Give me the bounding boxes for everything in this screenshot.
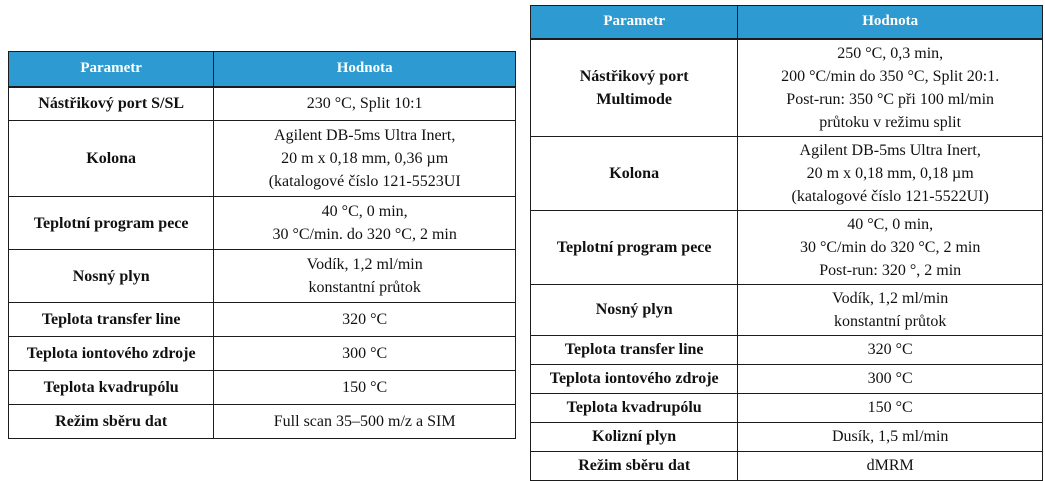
parameter-value-line: průtoku v režimu split <box>819 113 962 131</box>
parameter-value-cell <box>214 121 516 197</box>
parameter-value-cell <box>738 364 1043 393</box>
parameter-name-line: Nástřikový port S/SL <box>38 95 185 113</box>
table-row <box>531 364 1043 393</box>
parameter-name-line: Kolizní plyn <box>592 428 677 445</box>
parameter-name-line: Režim sběru dat <box>578 457 691 474</box>
parameter-name-cell <box>531 422 738 451</box>
parameter-name-line: Multimode <box>596 90 672 108</box>
parameter-name-line: Teplota kvadrupólu <box>43 379 179 396</box>
parameter-value-cell <box>738 284 1043 335</box>
parameter-value-line: Post-run: 320 °, 2 min <box>819 261 962 279</box>
column-header-parametr: Parametr <box>9 52 214 87</box>
parameter-value-line: 30 °C/min do 320 °C, 2 min <box>799 238 981 256</box>
parameter-value-cell <box>738 451 1043 480</box>
table-row <box>9 405 516 439</box>
parameter-value-line: 300 °C <box>867 370 913 387</box>
parameter-value-line: 30 °C/min. do 320 °C, 2 min <box>272 226 457 243</box>
table-row <box>9 303 516 337</box>
parameter-name-line: Nosný plyn <box>72 267 150 285</box>
parameter-name-cell <box>9 371 214 405</box>
table-row <box>531 451 1043 480</box>
parameter-name-line: Teplotní program pece <box>556 238 712 256</box>
parameter-name-line: Kolona <box>86 150 137 167</box>
parameters-table-right <box>530 5 1043 481</box>
parameter-name-line: Teplota iontového zdroje <box>549 370 719 387</box>
parameter-name-cell <box>9 337 214 371</box>
parameter-value-line: 150 °C <box>867 399 913 416</box>
parameter-name-line: Teplota kvadrupólu <box>566 399 702 416</box>
parameter-name-cell <box>531 39 738 137</box>
table-row <box>531 210 1043 284</box>
parameters-table-left-container <box>8 51 516 439</box>
parameter-name-cell <box>9 405 214 439</box>
parameter-value-line: 150 °C <box>342 379 388 396</box>
parameter-name-cell <box>531 136 738 210</box>
parameter-name-line: Nosný plyn <box>595 301 673 318</box>
table-row <box>9 250 516 303</box>
table-row <box>9 197 516 250</box>
parameter-value-cell <box>738 335 1043 364</box>
parameter-name-cell <box>9 250 214 303</box>
parameter-value-line: Agilent DB-5ms Ultra Inert, <box>274 127 456 144</box>
parameter-name-cell <box>531 335 738 364</box>
parameter-name-cell <box>9 87 214 121</box>
table-row <box>531 335 1043 364</box>
parameter-value-cell <box>214 250 516 303</box>
table-row <box>9 87 516 121</box>
parameter-value-line: (katalogové číslo 121-5523UI <box>268 173 461 190</box>
parameter-value-line: dMRM <box>866 457 914 474</box>
parameter-value-cell <box>214 303 516 337</box>
parameter-name-cell <box>531 210 738 284</box>
parameter-name-line: Teplotní program pece <box>33 214 189 232</box>
parameter-value-line: Full scan 35–500 m/z a SIM <box>273 413 456 430</box>
parameter-value-cell <box>738 422 1043 451</box>
parameter-name-line: Nástřikový port <box>579 67 689 85</box>
parameter-value-line: 320 °C <box>342 311 388 328</box>
parameter-name-line: Režim sběru dat <box>55 413 168 430</box>
parameter-name-line: Teplota transfer line <box>41 311 181 328</box>
parameters-table-left <box>8 51 516 439</box>
parameter-value-line: Post-run: 350 °C při 100 ml/min <box>786 90 995 108</box>
parameter-name-cell <box>531 451 738 480</box>
parameter-value-line: Vodík, 1,2 ml/min <box>832 289 949 307</box>
parameter-value-line: Vodík, 1,2 ml/min <box>306 256 423 273</box>
parameter-value-line: 250 °C, 0,3 min, <box>837 44 944 62</box>
table-row <box>531 284 1043 335</box>
table-row <box>9 337 516 371</box>
parameter-name-cell <box>9 121 214 197</box>
table-header-row <box>531 6 1043 39</box>
parameter-value-line: Agilent DB-5ms Ultra Inert, <box>799 141 981 159</box>
parameter-value-cell <box>738 136 1043 210</box>
parameters-table-right-container <box>530 5 1043 481</box>
parameter-value-cell <box>214 405 516 439</box>
parameter-value-cell <box>738 39 1043 137</box>
parameter-name-line: Teplota transfer line <box>564 341 704 358</box>
parameter-value-cell <box>214 197 516 250</box>
parameter-name-cell <box>9 197 214 250</box>
parameter-value-cell <box>214 87 516 121</box>
parameter-value-cell <box>738 210 1043 284</box>
parameter-value-cell <box>738 393 1043 422</box>
column-header-hodnota: Hodnota <box>214 52 516 87</box>
parameter-value-line: 20 m x 0,18 mm, 0,18 µm <box>806 164 974 182</box>
parameter-value-line: 20 m x 0,18 mm, 0,36 µm <box>281 150 449 167</box>
table-header-row <box>9 52 516 87</box>
parameter-value-line: (katalogové číslo 121-5522UI) <box>791 187 989 205</box>
parameter-value-cell <box>214 371 516 405</box>
table-row <box>531 39 1043 137</box>
table-row <box>531 393 1043 422</box>
parameter-name-cell <box>531 393 738 422</box>
parameter-name-cell <box>9 303 214 337</box>
parameter-name-line: Teplota iontového zdroje <box>26 345 196 362</box>
parameter-value-cell <box>214 337 516 371</box>
parameter-value-line: 300 °C <box>342 345 388 362</box>
parameter-value-line: 320 °C <box>867 341 913 358</box>
parameter-value-line: 200 °C/min do 350 °C, Split 20:1. <box>781 67 1000 85</box>
parameter-value-line: Dusík, 1,5 ml/min <box>831 428 949 445</box>
column-header-parametr: Parametr <box>531 6 738 39</box>
table-row <box>531 136 1043 210</box>
table-row <box>9 371 516 405</box>
parameter-value-line: 230 °C, Split 10:1 <box>306 95 423 113</box>
parameter-name-cell <box>531 284 738 335</box>
parameter-value-line: konstantní průtok <box>833 312 947 330</box>
parameter-value-line: konstantní průtok <box>308 279 421 296</box>
parameter-name-cell <box>531 364 738 393</box>
parameter-value-line: 40 °C, 0 min, <box>847 215 934 233</box>
table-row <box>531 422 1043 451</box>
parameter-name-line: Kolona <box>609 164 660 182</box>
table-row <box>9 121 516 197</box>
column-header-hodnota: Hodnota <box>738 6 1043 39</box>
parameter-value-line: 40 °C, 0 min, <box>321 203 408 220</box>
